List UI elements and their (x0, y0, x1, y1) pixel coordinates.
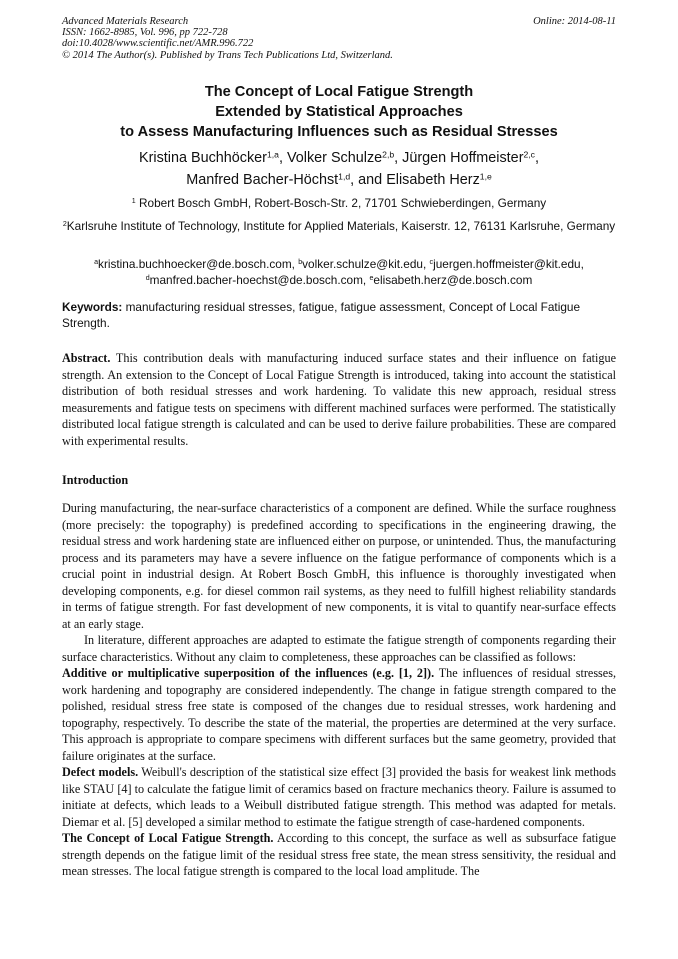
author-and: , and (350, 172, 387, 188)
intro-paragraph-2: In literature, different approaches are adapted to estimate the fatigue strength of components regarding their surface characteristics. Without any claim to completeness, these approaches can be classified as follows: (62, 633, 616, 664)
author-list: Kristina Buchhöcker$^{1,a}$, Volker Schulze$^{2,b}$, Jürgen Hoffmeister$^{2,c}$, Manfred Bacher-Höchst$^{1,d}$, and Elisabeth Herz$^{1,e}$ (138, 149, 539, 188)
affiliation-1-num: 1 (131, 197, 136, 206)
journal-name: Advanced Materials Research (62, 16, 189, 27)
journal-header (62, 16, 616, 61)
author-2: Volker Schulze (286, 150, 383, 166)
email-d[interactable]: manfred.bacher-hoechst@de.bosch.com, (149, 273, 370, 287)
author-5-sup: 1,e (479, 171, 492, 182)
keywords-text: manufacturing residual stresses, fatigue, fatigue assessment, Concept of Local Fatigue Strength. (62, 300, 581, 330)
introduction-body (62, 500, 616, 880)
email-c-sup: c (429, 258, 434, 267)
issn-line: ISSN: 1662-8985, Vol. 996, pp 722-728 (62, 27, 228, 39)
copyright-line: © 2014 The Author(s). Published by Trans Tech Publications Ltd, Switzerland. (62, 49, 393, 61)
intro-paragraph-5 (62, 830, 616, 880)
section-heading-introduction: Introduction (62, 473, 129, 487)
title-line-1: The Concept of Local Fatigue Strength (204, 84, 474, 100)
doi-line[interactable]: doi:10.4028/www.scientific.net/AMR.996.722 (62, 38, 254, 50)
keywords (62, 299, 616, 331)
intro-paragraph-3-lead: Additive or multiplicative superposition of the influences (e.g. [1, 2]). (62, 666, 435, 680)
intro-paragraph-3-text: The influences of residual stresses, work hardening and topography are considered independently. The change in fatigue strength compared to the polished, residual stress free state is composed of the changes due to residual stresses, work hardening and topography, respectively. To describe the state of the material, the properties are determined at the very surface. This approach is appropriate to compare specimens with different surfaces but the same geometry, provided that failure originates at the surface. (62, 666, 617, 763)
affiliation-2-num: 2 (62, 220, 67, 229)
abstract (62, 350, 616, 449)
intro-paragraph-4 (62, 764, 616, 830)
online-date: Online: 2014-08-11 (533, 16, 616, 27)
title-line-2: Extended by Statistical Approaches (215, 104, 463, 120)
email-c[interactable]: juergen.hoffmeister@kit.edu, (433, 257, 584, 271)
author-3-sup: 2,c (523, 149, 535, 160)
abstract-text: This contribution deals with manufacturing induced surface states and their influence on fatigue strength. An extension to the Concept of Local Fatigue Strength is introduced, taking into account the statistical distribution of both residual stresses and work hardening. To validate this new approach, residual stress measurements and fatigue tests on specimens with different machined surfaces were performed. The statistically distributed local fatigue strength is calculated and can be used to derive failure probabilities. These are compared with experimental results. (62, 351, 616, 448)
author-4: Manfred Bacher-Höchst (186, 172, 339, 188)
author-separator: , (278, 150, 287, 166)
intro-paragraph-1: During manufacturing, the near-surface characteristics of a component are defined. While the surface roughness (more precisely: the topography) is predefined according to specifications in the engineering drawing, the residual stress and work hardening state are influenced either on purpose, or unintended. Thus, the manufacturing process and its parameters may have a severe influence on the fatigue performance of components which is a crucial point in industrial design. At Robert Bosch GmbH, this influence is thoroughly investigated when developing components, e.g. for diesel common rail systems, as they need to fulfill highest reliability standards in terms of fatigue strength. For fast development of new components, it is vital to quantify near-surface effects at an early stage. (62, 501, 616, 631)
author-3: Jürgen Hoffmeister (402, 150, 524, 166)
intro-paragraph-5-text: According to this concept, the surface as well as subsurface fatigue strength depends on the fatigue limit of the residual stress free state, the mean stress sensitivity, the residual and mean stresses. The local fatigue strength is compared to the local load amplitude. The (62, 831, 616, 878)
email-d-sup: d (145, 274, 150, 283)
author-1: Kristina Buchhöcker (138, 150, 267, 166)
keywords-label: Keywords: (62, 300, 123, 314)
author-5: Elisabeth Herz (386, 172, 480, 188)
author-separator: , (394, 150, 403, 166)
intro-paragraph-4-lead: Defect models. (62, 765, 139, 779)
author-2-sup: 2,b (382, 149, 395, 160)
author-1-sup: 1,a (266, 149, 279, 160)
abstract-label: Abstract. (62, 351, 111, 365)
email-e[interactable]: elisabeth.herz@de.bosch.com (373, 273, 533, 287)
affiliation-2-text: Karlsruhe Institute of Technology, Institute for Applied Materials, Kaiserstr. 12, 76131 Karlsruhe, Germany (66, 219, 616, 233)
intro-paragraph-4-text: Weibull's description of the statistical size effect [3] provided the basis for weakest link methods like STAU [4] to calculate the fatigue limit of ceramics based on fracture mechanics theory. Failure is assumed to initiate at defects, which leads to a Weibull distributed fatigue strength. This method was adapted for metals. Diemar et al. [5] developed a similar method to estimate the fatigue strength of case-hardened components. (62, 765, 616, 829)
email-a[interactable]: kristina.buchhoecker@de.bosch.com, (98, 257, 299, 271)
email-block (62, 256, 616, 288)
email-a-sup: a (94, 258, 99, 267)
affiliation-2 (60, 218, 618, 234)
paper-title (62, 82, 616, 142)
affiliation-1 (62, 195, 616, 211)
author-4-sup: 1,d (338, 171, 351, 182)
email-b[interactable]: volker.schulze@kit.edu, (302, 257, 430, 271)
intro-paragraph-3 (62, 665, 616, 764)
intro-paragraph-5-lead: The Concept of Local Fatigue Strength. (62, 831, 274, 845)
email-e-sup: e (369, 274, 374, 283)
affiliation-1-text: Robert Bosch GmbH, Robert-Bosch-Str. 2, 71701 Schwieberdingen, Germany (139, 196, 547, 210)
title-line-3: to Assess Manufacturing Influences such as Residual Stresses (120, 124, 558, 140)
email-b-sup: b (298, 258, 303, 267)
